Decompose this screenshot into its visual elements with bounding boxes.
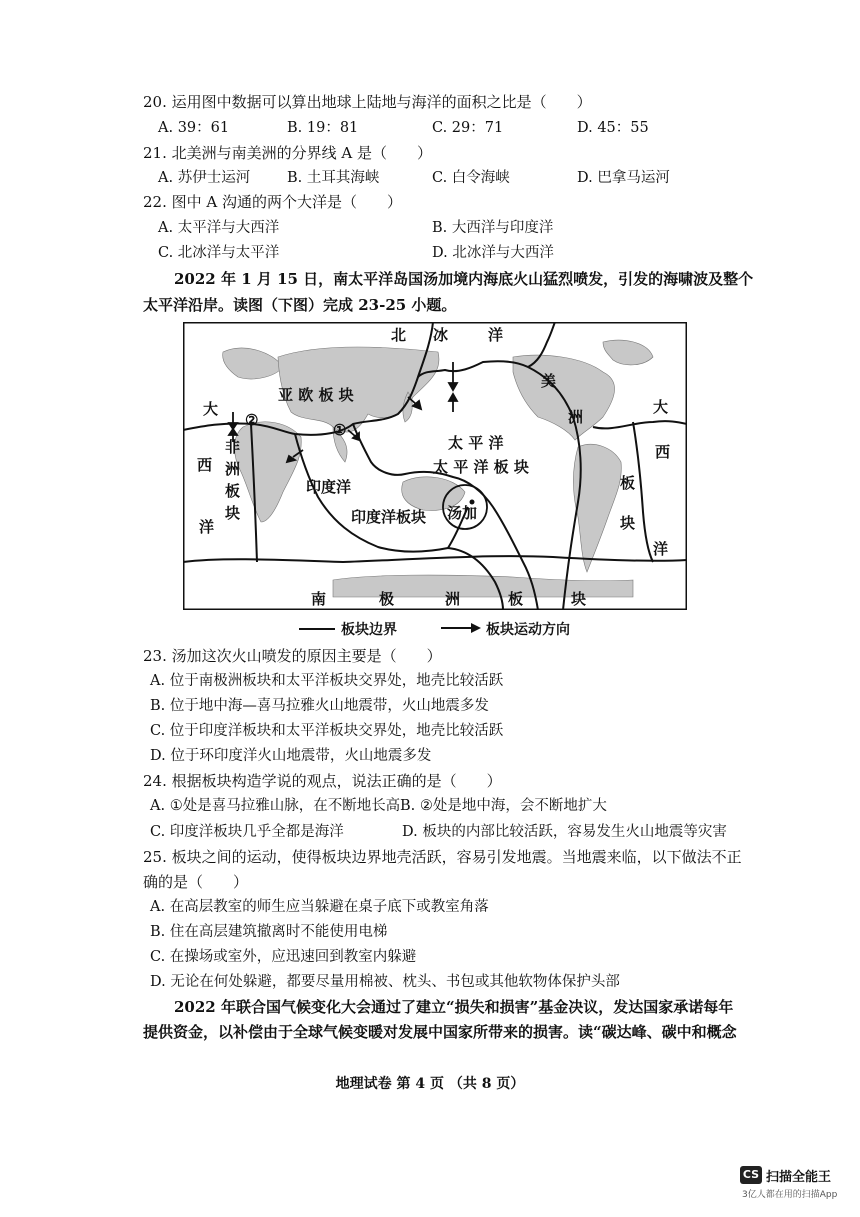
para-line-1: 2022 年联合国气候变化大会通过了建立“损失和损害”基金决议，发达国家承诺每年 bbox=[174, 998, 734, 1016]
label-antarctic-kuai: 块 bbox=[571, 590, 587, 608]
q21-option-a: A. 苏伊士运河 bbox=[158, 170, 251, 186]
label-antarctic-nan: 南 bbox=[311, 590, 327, 608]
q22-option-c: C. 北冰洋与太平洋 bbox=[158, 245, 280, 261]
label-atl-right-da: 大 bbox=[653, 398, 669, 416]
label-atl-right-xi: 西 bbox=[655, 443, 671, 461]
label-africa-kuai: 块 bbox=[225, 504, 241, 522]
q22-option-a: A. 太平洋与大西洋 bbox=[158, 220, 280, 236]
label-yang: 洋 bbox=[488, 326, 504, 344]
q21-option-b: B. 土耳其海峡 bbox=[287, 170, 380, 186]
q21-stem: 21. 北美洲与南美洲的分界线 A 是（ ） bbox=[143, 144, 432, 162]
q25-option-c: C. 在操场或室外，应迅速回到教室内躲避 bbox=[150, 949, 417, 965]
legend-boundary-label: 板块边界 bbox=[341, 622, 397, 638]
q25-option-d: D. 无论在何处躲避，都要尽量用棉被、枕头、书包或其他软物体保护头部 bbox=[150, 974, 620, 990]
label-atl-right-yang: 洋 bbox=[653, 540, 669, 558]
intro-line-1: 2022 年 1 月 15 日，南太平洋岛国汤加境内海底火山猛烈喷发，引发的海啸波及整个 bbox=[174, 270, 754, 288]
q21-option-c: C. 白令海峡 bbox=[432, 170, 510, 186]
q22-option-d: D. 北冰洋与大西洋 bbox=[432, 245, 554, 261]
label-tonga: 汤加 bbox=[447, 504, 478, 522]
label-pacific-ocean: 太 平 洋 bbox=[448, 434, 504, 452]
plate-map-svg bbox=[183, 322, 687, 610]
label-antarctic-ban: 板 bbox=[508, 590, 524, 608]
label-bing: 冰 bbox=[433, 326, 449, 344]
q24-option-d: D. 板块的内部比较活跃，容易发生火山地震等灾害 bbox=[402, 824, 727, 840]
q23-option-b: B. 位于地中海—喜马拉雅火山地震带，火山地震多发 bbox=[150, 698, 489, 714]
plate-map bbox=[183, 322, 687, 610]
q20-option-a: A. 39：61 bbox=[158, 120, 230, 136]
label-america-plate-kuai: 块 bbox=[620, 514, 636, 532]
label-atl-left-da: 大 bbox=[203, 400, 219, 418]
label-america-plate-ban: 板 bbox=[620, 474, 636, 492]
label-america-mei: 美 bbox=[541, 372, 557, 390]
label-antarctic-zhou: 洲 bbox=[445, 590, 461, 608]
q20-option-d: D. 45：55 bbox=[577, 120, 649, 136]
label-africa-ban: 板 bbox=[225, 482, 241, 500]
q24-stem: 24. 根据板块构造学说的观点，说法正确的是（ ） bbox=[143, 772, 502, 790]
q22-option-b: B. 大西洋与印度洋 bbox=[432, 220, 554, 236]
q22-stem: 22. 图中 A 沟通的两个大洋是（ ） bbox=[143, 193, 402, 211]
q23-option-d: D. 位于环印度洋火山地震带，火山地震多发 bbox=[150, 748, 432, 764]
q25-stem-line-2: 确的是（ ） bbox=[143, 873, 249, 891]
label-indian-ocean: 印度洋 bbox=[306, 478, 352, 496]
label-pacific-plate: 太 平 洋 板 块 bbox=[433, 458, 529, 476]
label-atl-left-yang: 洋 bbox=[199, 518, 215, 536]
label-america-zhou: 洲 bbox=[568, 408, 584, 426]
q20-option-b: B. 19：81 bbox=[287, 120, 359, 136]
label-atl-left-xi: 西 bbox=[197, 456, 213, 474]
q21-option-d: D. 巴拿马运河 bbox=[577, 170, 670, 186]
q25-option-b: B. 住在高层建筑撤离时不能使用电梯 bbox=[150, 924, 388, 940]
legend-direction-label: 板块运动方向 bbox=[486, 622, 570, 638]
q25-stem-line-1: 25. 板块之间的运动，使得板块边界地壳活跃，容易引发地震。当地震来临，以下做法不正 bbox=[143, 848, 742, 866]
label-indian-plate: 印度洋板块 bbox=[351, 508, 427, 526]
scanner-app-name: 扫描全能王 bbox=[766, 1170, 832, 1185]
q25-option-a: A. 在高层教室的师生应当躲避在桌子底下或教室角落 bbox=[150, 899, 489, 915]
q24-option-a: A. ①处是喜马拉雅山脉，在不断地长高 bbox=[150, 798, 401, 814]
q24-option-b: B. ②处是地中海，会不断地扩大 bbox=[400, 798, 607, 814]
q23-option-c: C. 位于印度洋板块和太平洋板块交界处，地壳比较活跃 bbox=[150, 723, 504, 739]
q23-stem: 23. 汤加这次火山喷发的原因主要是（ ） bbox=[143, 647, 442, 665]
scanner-tagline: 3亿人都在用的扫描App bbox=[742, 1190, 838, 1200]
label-africa-zhou: 洲 bbox=[225, 460, 241, 478]
label-north: 北 bbox=[391, 326, 407, 344]
label-africa-fei: 非 bbox=[225, 438, 241, 456]
label-mark-1: ① bbox=[333, 421, 347, 439]
legend-arrow-icon bbox=[441, 622, 481, 634]
label-antarctic-ji: 极 bbox=[379, 590, 395, 608]
legend-boundary-line bbox=[299, 626, 335, 632]
q20-stem: 20. 运用图中数据可以算出地球上陆地与海洋的面积之比是（ ） bbox=[143, 93, 592, 111]
para-line-2: 提供资金，以补偿由于全球气候变暖对发展中国家所带来的损害。读“碳达峰、碳中和概念 bbox=[143, 1023, 737, 1041]
q23-option-a: A. 位于南极洲板块和太平洋板块交界处，地壳比较活跃 bbox=[150, 673, 504, 689]
page-footer: 地理试卷 第 4 页 （共 8 页） bbox=[335, 1076, 525, 1092]
intro-line-2: 太平洋沿岸。读图（下图）完成 23-25 小题。 bbox=[143, 296, 457, 314]
label-eurasia-plate: 亚 欧 板 块 bbox=[278, 386, 354, 404]
label-mark-2: ② bbox=[245, 411, 259, 429]
q24-option-c: C. 印度洋板块几乎全都是海洋 bbox=[150, 824, 344, 840]
scanner-logo-icon: CS bbox=[740, 1166, 762, 1184]
q20-option-c: C. 29：71 bbox=[432, 120, 504, 136]
